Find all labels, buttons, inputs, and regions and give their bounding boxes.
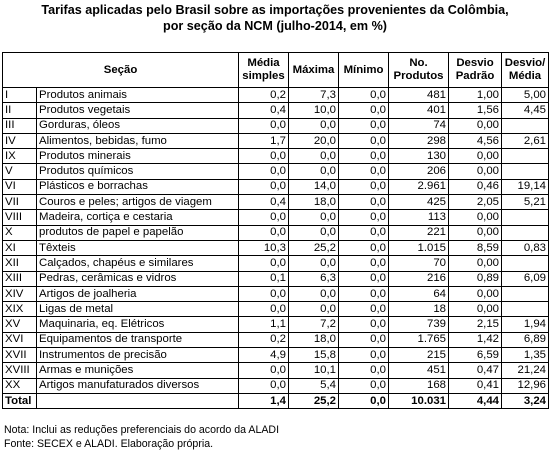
row-produtos: 206 — [389, 164, 449, 179]
row-code: II — [3, 103, 37, 118]
table-row — [3, 332, 549, 347]
table-row — [3, 164, 549, 179]
row-desvio: 2,15 — [449, 317, 502, 332]
row-produtos: 401 — [389, 103, 449, 118]
row-maxima: 5,4 — [289, 378, 339, 393]
row-desvio-media: 6,89 — [502, 332, 549, 347]
row-minimo: 0,0 — [339, 88, 389, 103]
row-maxima: 14,0 — [289, 179, 339, 194]
row-code: XX — [3, 378, 37, 393]
row-minimo: 0,0 — [339, 210, 389, 225]
row-maxima: 6,3 — [289, 271, 339, 286]
row-media: 0,0 — [239, 302, 289, 317]
row-name: Alimentos, bebidas, fumo — [37, 133, 239, 148]
row-minimo: 0,0 — [339, 240, 389, 255]
row-media: 0,0 — [239, 286, 289, 301]
row-code: VI — [3, 179, 37, 194]
row-media: 1,7 — [239, 133, 289, 148]
row-produtos: 221 — [389, 225, 449, 240]
row-maxima: 0,0 — [289, 164, 339, 179]
row-desvio-media — [502, 256, 549, 271]
header-secao: Seção — [3, 53, 239, 88]
row-media: 0,0 — [239, 225, 289, 240]
row-name: Pedras, cerâmicas e vidros — [37, 271, 239, 286]
row-desvio: 0,00 — [449, 286, 502, 301]
row-code: XIII — [3, 271, 37, 286]
table-row — [3, 210, 549, 225]
row-minimo: 0,0 — [339, 256, 389, 271]
row-code: XII — [3, 256, 37, 271]
table-row — [3, 302, 549, 317]
row-produtos: 1.015 — [389, 240, 449, 255]
row-desvio: 0,00 — [449, 225, 502, 240]
row-desvio: 0,00 — [449, 149, 502, 164]
row-desvio: 1,00 — [449, 88, 502, 103]
total-maxima: 25,2 — [289, 393, 339, 408]
header-desvio-media: Desvio/ Média — [502, 53, 549, 88]
row-maxima: 0,0 — [289, 149, 339, 164]
row-name: Gorduras, óleos — [37, 118, 239, 133]
row-desvio-media: 5,00 — [502, 88, 549, 103]
row-name: Produtos químicos — [37, 164, 239, 179]
row-code: VIII — [3, 210, 37, 225]
row-code: VII — [3, 195, 37, 210]
header-produtos: No. Produtos — [389, 53, 449, 88]
row-name: Têxteis — [37, 240, 239, 255]
row-minimo: 0,0 — [339, 195, 389, 210]
row-produtos: 168 — [389, 378, 449, 393]
row-desvio-media: 6,09 — [502, 271, 549, 286]
row-name: Instrumentos de precisão — [37, 348, 239, 363]
row-name: Calçados, chapéus e similares — [37, 256, 239, 271]
row-code: XVIII — [3, 363, 37, 378]
total-label: Total — [3, 393, 37, 408]
row-desvio-media — [502, 118, 549, 133]
row-maxima: 18,0 — [289, 332, 339, 347]
row-name: Produtos vegetais — [37, 103, 239, 118]
row-desvio-media: 1,35 — [502, 348, 549, 363]
row-produtos: 64 — [389, 286, 449, 301]
row-maxima: 25,2 — [289, 240, 339, 255]
table-row — [3, 317, 549, 332]
row-media: 0,2 — [239, 88, 289, 103]
row-name: Equipamentos de transporte — [37, 332, 239, 347]
row-media: 0,4 — [239, 195, 289, 210]
row-maxima: 0,0 — [289, 286, 339, 301]
row-desvio-media — [502, 149, 549, 164]
row-code: XV — [3, 317, 37, 332]
total-produtos: 10.031 — [389, 393, 449, 408]
row-media: 0,0 — [239, 164, 289, 179]
row-produtos: 425 — [389, 195, 449, 210]
row-name: Ligas de metal — [37, 302, 239, 317]
tariff-table — [2, 52, 549, 409]
row-desvio: 4,56 — [449, 133, 502, 148]
row-media: 0,0 — [239, 256, 289, 271]
row-media: 0,0 — [239, 378, 289, 393]
row-media: 1,1 — [239, 317, 289, 332]
row-code: XVII — [3, 348, 37, 363]
row-desvio-media: 0,83 — [502, 240, 549, 255]
row-desvio-media — [502, 302, 549, 317]
row-code: XI — [3, 240, 37, 255]
row-name: Produtos minerais — [37, 149, 239, 164]
row-minimo: 0,0 — [339, 332, 389, 347]
row-desvio: 0,00 — [449, 164, 502, 179]
table-row — [3, 103, 549, 118]
row-produtos: 1.765 — [389, 332, 449, 347]
row-minimo: 0,0 — [339, 118, 389, 133]
header-desvio: Desvio Padrão — [449, 53, 502, 88]
row-desvio: 6,59 — [449, 348, 502, 363]
row-code: III — [3, 118, 37, 133]
row-produtos: 2.961 — [389, 179, 449, 194]
total-desvio-media: 3,24 — [502, 393, 549, 408]
row-minimo: 0,0 — [339, 133, 389, 148]
table-row — [3, 225, 549, 240]
row-desvio-media: 21,24 — [502, 363, 549, 378]
source-line: Fonte: SECEX e ALADI. Elaboração própria. — [4, 438, 214, 450]
row-name: Armas e munições — [37, 363, 239, 378]
row-minimo: 0,0 — [339, 286, 389, 301]
row-produtos: 70 — [389, 256, 449, 271]
row-maxima: 0,0 — [289, 256, 339, 271]
row-desvio-media — [502, 286, 549, 301]
title-line-1: Tarifas aplicadas pelo Brasil sobre as importações provenientes da Colômbia, — [41, 3, 509, 17]
row-code: V — [3, 164, 37, 179]
row-desvio-media: 1,94 — [502, 317, 549, 332]
row-name: Madeira, cortiça e cestaria — [37, 210, 239, 225]
row-name: Plásticos e borrachas — [37, 179, 239, 194]
table-row — [3, 179, 549, 194]
row-code: I — [3, 88, 37, 103]
total-minimo: 0,0 — [339, 393, 389, 408]
row-media: 0,4 — [239, 103, 289, 118]
row-media: 0,1 — [239, 271, 289, 286]
row-code: XIV — [3, 286, 37, 301]
table-title — [0, 2, 550, 34]
row-desvio: 1,56 — [449, 103, 502, 118]
row-code: XIX — [3, 302, 37, 317]
header-media: Média simples — [239, 53, 289, 88]
header-maxima: Máxima — [289, 53, 339, 88]
notes — [4, 423, 279, 451]
row-maxima: 18,0 — [289, 195, 339, 210]
row-media: 0,0 — [239, 179, 289, 194]
row-minimo: 0,0 — [339, 378, 389, 393]
row-name: Produtos animais — [37, 88, 239, 103]
row-desvio: 0,46 — [449, 179, 502, 194]
row-produtos: 18 — [389, 302, 449, 317]
row-name: Maquinaria, eq. Elétricos — [37, 317, 239, 332]
row-desvio-media — [502, 164, 549, 179]
table-row — [3, 149, 549, 164]
total-media: 1,4 — [239, 393, 289, 408]
row-minimo: 0,0 — [339, 179, 389, 194]
row-maxima: 10,0 — [289, 103, 339, 118]
table-row — [3, 256, 549, 271]
row-produtos: 451 — [389, 363, 449, 378]
row-code: XVI — [3, 332, 37, 347]
row-media: 4,9 — [239, 348, 289, 363]
title-line-2: por seção da NCM (julho-2014, em %) — [163, 19, 387, 33]
row-code: IV — [3, 133, 37, 148]
row-desvio-media — [502, 210, 549, 225]
total-row — [3, 393, 549, 408]
row-desvio: 0,00 — [449, 302, 502, 317]
row-minimo: 0,0 — [339, 302, 389, 317]
row-media: 0,0 — [239, 363, 289, 378]
table-row — [3, 363, 549, 378]
row-produtos: 113 — [389, 210, 449, 225]
row-minimo: 0,0 — [339, 103, 389, 118]
table-row — [3, 88, 549, 103]
row-code: X — [3, 225, 37, 240]
total-desvio: 4,44 — [449, 393, 502, 408]
row-desvio: 2,05 — [449, 195, 502, 210]
row-minimo: 0,0 — [339, 348, 389, 363]
row-produtos: 215 — [389, 348, 449, 363]
row-code: IX — [3, 149, 37, 164]
row-desvio: 0,89 — [449, 271, 502, 286]
table-row — [3, 133, 549, 148]
total-name — [37, 393, 239, 408]
row-desvio: 0,00 — [449, 256, 502, 271]
row-produtos: 74 — [389, 118, 449, 133]
row-produtos: 481 — [389, 88, 449, 103]
row-desvio-media: 4,45 — [502, 103, 549, 118]
row-minimo: 0,0 — [339, 271, 389, 286]
table-row — [3, 195, 549, 210]
header-row — [3, 53, 549, 88]
table-row — [3, 240, 549, 255]
row-media: 0,0 — [239, 149, 289, 164]
row-minimo: 0,0 — [339, 363, 389, 378]
table-row — [3, 348, 549, 363]
row-desvio-media — [502, 225, 549, 240]
row-minimo: 0,0 — [339, 149, 389, 164]
row-desvio: 0,47 — [449, 363, 502, 378]
row-maxima: 20,0 — [289, 133, 339, 148]
row-media: 0,0 — [239, 210, 289, 225]
row-media: 0,2 — [239, 332, 289, 347]
row-desvio-media: 12,96 — [502, 378, 549, 393]
row-maxima: 0,0 — [289, 302, 339, 317]
row-minimo: 0,0 — [339, 225, 389, 240]
row-maxima: 0,0 — [289, 210, 339, 225]
table-row — [3, 118, 549, 133]
row-desvio-media: 5,21 — [502, 195, 549, 210]
row-maxima: 0,0 — [289, 225, 339, 240]
row-maxima: 10,1 — [289, 363, 339, 378]
row-name: Couros e peles; artigos de viagem — [37, 195, 239, 210]
note-line: Nota: Inclui as reduções preferenciais do acordo da ALADI — [4, 424, 280, 436]
row-desvio: 0,00 — [449, 210, 502, 225]
row-produtos: 298 — [389, 133, 449, 148]
row-maxima: 0,0 — [289, 118, 339, 133]
header-minimo: Mínimo — [339, 53, 389, 88]
row-desvio: 1,42 — [449, 332, 502, 347]
row-produtos: 739 — [389, 317, 449, 332]
row-produtos: 216 — [389, 271, 449, 286]
row-desvio-media: 2,61 — [502, 133, 549, 148]
row-desvio-media: 19,14 — [502, 179, 549, 194]
table-row — [3, 271, 549, 286]
row-name: produtos de papel e papelão — [37, 225, 239, 240]
table-row — [3, 286, 549, 301]
table-row — [3, 378, 549, 393]
row-name: Artigos de joalheria — [37, 286, 239, 301]
row-desvio: 0,41 — [449, 378, 502, 393]
row-maxima: 15,8 — [289, 348, 339, 363]
row-minimo: 0,0 — [339, 164, 389, 179]
row-media: 0,0 — [239, 118, 289, 133]
row-maxima: 7,2 — [289, 317, 339, 332]
row-media: 10,3 — [239, 240, 289, 255]
row-name: Artigos manufaturados diversos — [37, 378, 239, 393]
row-minimo: 0,0 — [339, 317, 389, 332]
row-maxima: 7,3 — [289, 88, 339, 103]
row-desvio: 8,59 — [449, 240, 502, 255]
row-produtos: 130 — [389, 149, 449, 164]
row-desvio: 0,00 — [449, 118, 502, 133]
